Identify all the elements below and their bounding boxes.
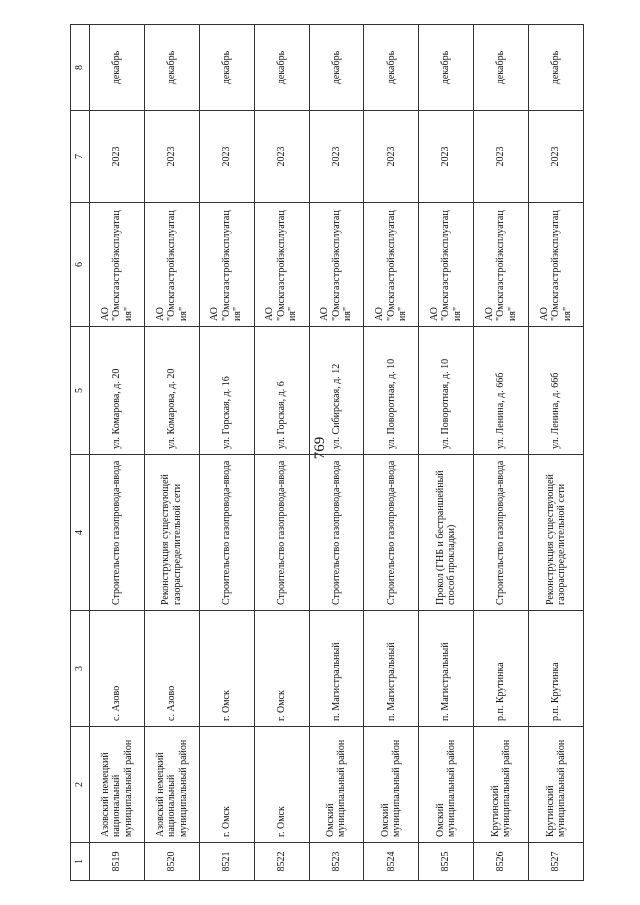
month-cell: декабрь bbox=[529, 25, 584, 111]
operator-cell: АО "Омскгазстройэксплуатация" bbox=[364, 203, 419, 327]
row-number: 8522 bbox=[254, 843, 309, 881]
work-cell: Строительство газопровода-ввода bbox=[364, 455, 419, 611]
district-cell: Омский муниципальный район bbox=[309, 727, 364, 843]
settlement-cell: г. Омск bbox=[254, 611, 309, 727]
address-cell: ул. Ленина, д. 66б bbox=[474, 327, 529, 455]
column-number: 4 bbox=[71, 455, 90, 611]
district-cell: г. Омск bbox=[254, 727, 309, 843]
month-cell: декабрь bbox=[144, 25, 199, 111]
column-number: 6 bbox=[71, 203, 90, 327]
settlement-cell: с. Азово bbox=[90, 611, 145, 727]
month-cell: декабрь bbox=[419, 25, 474, 111]
column-number-row bbox=[71, 25, 90, 881]
operator-cell: АО "Омскгазстройэксплуатация" bbox=[254, 203, 309, 327]
year-cell: 2023 bbox=[474, 111, 529, 203]
column-number: 3 bbox=[71, 611, 90, 727]
year-cell: 2023 bbox=[419, 111, 474, 203]
gas-works-table bbox=[70, 24, 584, 881]
operator-cell: АО "Омскгазстройэксплуатация" bbox=[419, 203, 474, 327]
year-cell: 2023 bbox=[199, 111, 254, 203]
district-cell: г. Омск bbox=[199, 727, 254, 843]
district-cell: Крутинский муниципальный район bbox=[529, 727, 584, 843]
table-row bbox=[90, 25, 145, 881]
row-number: 8519 bbox=[90, 843, 145, 881]
table-row bbox=[254, 25, 309, 881]
work-cell: Прокол (ГНБ и бестраншейный способ прокладки) bbox=[419, 455, 474, 611]
table-row bbox=[419, 25, 474, 881]
address-cell: ул. Поворотная, д. 10 bbox=[419, 327, 474, 455]
table-row bbox=[529, 25, 584, 881]
year-cell: 2023 bbox=[254, 111, 309, 203]
work-cell: Строительство газопровода-ввода bbox=[309, 455, 364, 611]
row-number: 8523 bbox=[309, 843, 364, 881]
address-cell: ул. Сибирская, д. 12 bbox=[309, 327, 364, 455]
year-cell: 2023 bbox=[309, 111, 364, 203]
work-cell: Строительство газопровода-ввода bbox=[199, 455, 254, 611]
settlement-cell: р.п. Крутинка bbox=[529, 611, 584, 727]
operator-cell: АО "Омскгазстройэксплуатация" bbox=[199, 203, 254, 327]
month-cell: декабрь bbox=[474, 25, 529, 111]
operator-cell: АО "Омскгазстройэксплуатация" bbox=[529, 203, 584, 327]
year-cell: 2023 bbox=[90, 111, 145, 203]
table-row bbox=[364, 25, 419, 881]
year-cell: 2023 bbox=[529, 111, 584, 203]
district-cell: Азовский немецкий национальный муниципальный район bbox=[90, 727, 145, 843]
district-cell: Омский муниципальный район bbox=[364, 727, 419, 843]
column-number: 2 bbox=[71, 727, 90, 843]
row-number: 8527 bbox=[529, 843, 584, 881]
rotated-table-wrapper bbox=[70, 25, 584, 881]
settlement-cell: п. Магистральный bbox=[364, 611, 419, 727]
month-cell: декабрь bbox=[254, 25, 309, 111]
row-number: 8524 bbox=[364, 843, 419, 881]
address-cell: ул. Горская, д. 6 bbox=[254, 327, 309, 455]
settlement-cell: с. Азово bbox=[144, 611, 199, 727]
operator-cell: АО "Омскгазстройэксплуатация" bbox=[90, 203, 145, 327]
district-cell: Омский муниципальный район bbox=[419, 727, 474, 843]
address-cell: ул. Комарова, д. 20 bbox=[144, 327, 199, 455]
month-cell: декабрь bbox=[199, 25, 254, 111]
work-cell: Строительство газопровода-ввода bbox=[90, 455, 145, 611]
column-number: 5 bbox=[71, 327, 90, 455]
year-cell: 2023 bbox=[364, 111, 419, 203]
month-cell: декабрь bbox=[90, 25, 145, 111]
rotated-table-frame bbox=[70, 25, 584, 881]
row-number: 8520 bbox=[144, 843, 199, 881]
address-cell: ул. Поворотная, д. 10 bbox=[364, 327, 419, 455]
settlement-cell: п. Магистральный bbox=[309, 611, 364, 727]
column-number: 1 bbox=[71, 843, 90, 881]
address-cell: ул. Горская, д. 16 bbox=[199, 327, 254, 455]
table-row bbox=[474, 25, 529, 881]
page-number: 769 bbox=[312, 436, 328, 460]
district-cell: Азовский немецкий национальный муниципальный район bbox=[144, 727, 199, 843]
work-cell: Реконструкция существующей газораспределительной сети bbox=[529, 455, 584, 611]
row-number: 8525 bbox=[419, 843, 474, 881]
work-cell: Строительство газопровода-ввода bbox=[254, 455, 309, 611]
row-number: 8521 bbox=[199, 843, 254, 881]
address-cell: ул. Комарова, д. 20 bbox=[90, 327, 145, 455]
year-cell: 2023 bbox=[144, 111, 199, 203]
operator-cell: АО "Омскгазстройэксплуатация" bbox=[474, 203, 529, 327]
row-number: 8526 bbox=[474, 843, 529, 881]
operator-cell: АО "Омскгазстройэксплуатация" bbox=[309, 203, 364, 327]
work-cell: Реконструкция существующей газораспределительной сети bbox=[144, 455, 199, 611]
address-cell: ул. Ленина, д. 66б bbox=[529, 327, 584, 455]
column-number: 8 bbox=[71, 25, 90, 111]
settlement-cell: г. Омск bbox=[199, 611, 254, 727]
table-row bbox=[309, 25, 364, 881]
settlement-cell: р.п. Крутинка bbox=[474, 611, 529, 727]
district-cell: Крутинский муниципальный район bbox=[474, 727, 529, 843]
table-row bbox=[144, 25, 199, 881]
settlement-cell: п. Магистральный bbox=[419, 611, 474, 727]
column-number: 7 bbox=[71, 111, 90, 203]
month-cell: декабрь bbox=[309, 25, 364, 111]
work-cell: Строительство газопровода-ввода bbox=[474, 455, 529, 611]
month-cell: декабрь bbox=[364, 25, 419, 111]
table-row bbox=[199, 25, 254, 881]
operator-cell: АО "Омскгазстройэксплуатация" bbox=[144, 203, 199, 327]
